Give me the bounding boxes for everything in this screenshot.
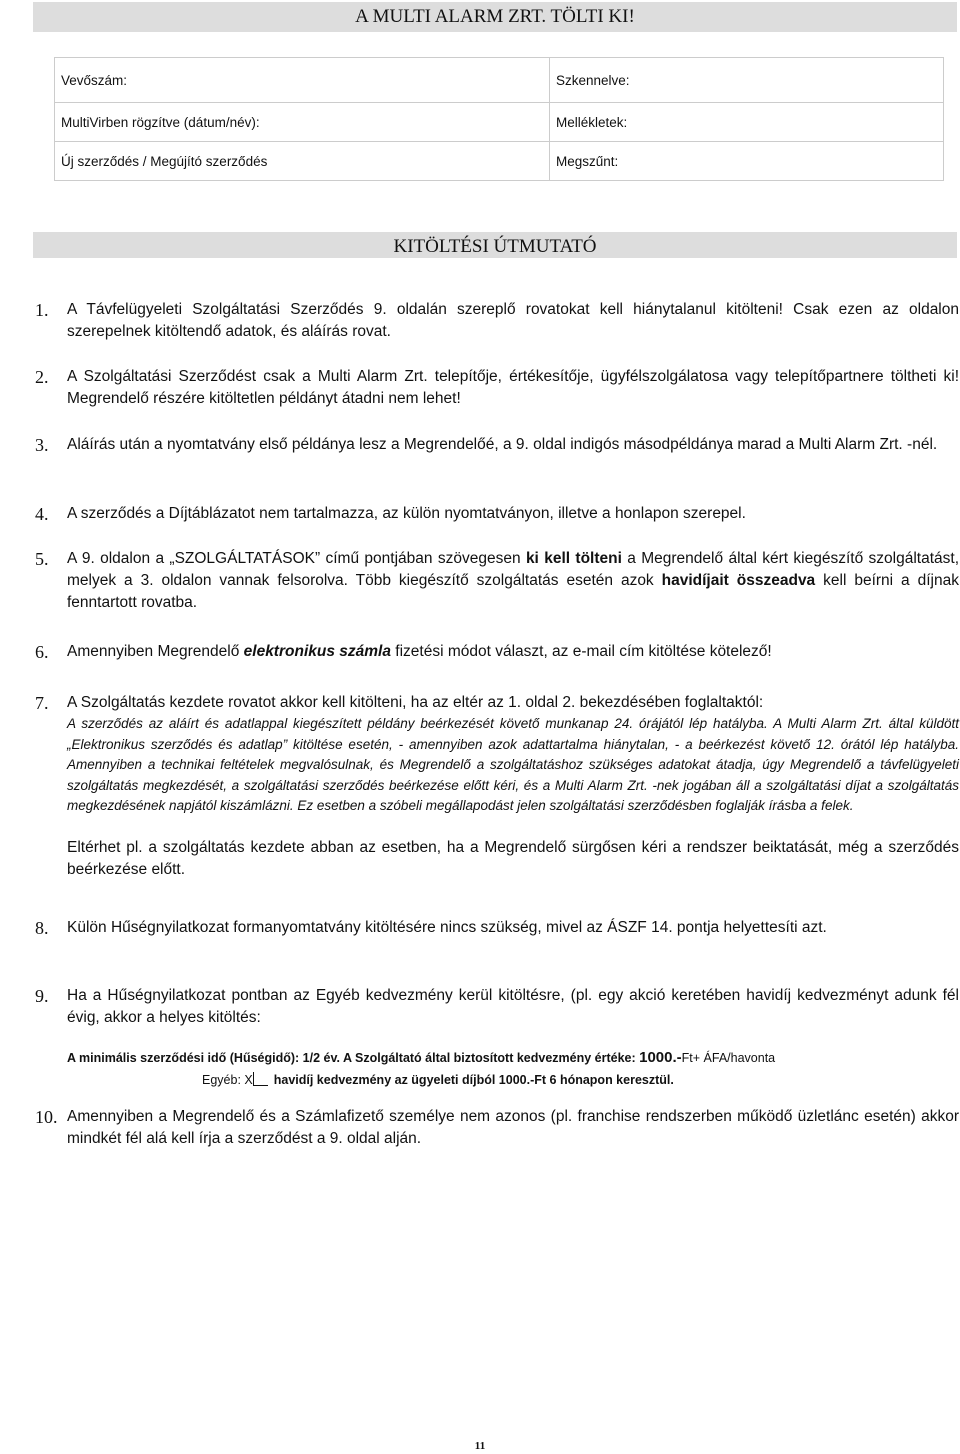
page-number: 11 — [474, 1440, 486, 1452]
instruction-item-9 — [35, 985, 959, 1029]
other-discount-text: havidíj kedvezmény az ügyeleti díjból 1000.-Ft 6 hónapon keresztül. — [273, 1073, 674, 1087]
customer-number-label: Vevőszám: — [55, 58, 550, 103]
minimum-period-line — [67, 1049, 947, 1066]
item-text-emphasis: elektronikus számla — [243, 643, 391, 660]
item-text: A Szolgáltatási Szerződést csak a Multi Alarm Zrt. telepítője, értékesítője, ügyfélszolgálatosa vagy telepítőpartnere töltheti ki! Megrendelő részére kitöltetlen példányt átadni nem lehet! — [67, 368, 959, 407]
item-text: A Szolgáltatás kezdete rovatot akkor kell kitölteni, ha az eltér az 1. oldal 2. bekezdésében foglaltaktól: — [67, 694, 764, 711]
table-row — [55, 142, 944, 181]
item-text: Amennyiben a Megrendelő és a Számlafizető személye nem azonos (pl. franchise rendszerben működő üzletlánc esetén) akkor mindkét fél alá kell írja a szerződést a 9. oldal alján. — [67, 1108, 959, 1147]
discount-unit: Ft+ ÁFA/havonta — [681, 1051, 776, 1065]
instruction-item-5 — [35, 548, 959, 614]
item-text: Aláírás után a nyomtatvány első példánya lesz a Megrendelőé, a 9. oldal indigós másodpéldánya marad a Multi Alarm Zrt. -nél. — [67, 436, 938, 453]
header-title: A MULTI ALARM ZRT. TÖLTI KI! — [355, 6, 635, 27]
item-fine-print: A szerződés az aláírt és adatlappal kiegészített példány beérkezését követő munkanap 24. órájától lép hatályba. A Multi Alarm Zrt. által küldött „Elektronikus szerződés és adatlap” kitöltése esetén, - amennyiben azok adattartalma hiánytalan, - a beérkezést követő 12. órától lép hatályba. Amennyiben a technikai feltételek megvalósulnak, és Megrendelő a szolgáltatáshoz szükséges adatokat átadja, úgy Megrendelő a távfelügyeleti szolgáltatás megkezdését, a szolgáltatási szerződés beérkezése előtt kéri, és a Multi Alarm Zrt. -nek jogában áll a szolgáltatási díjat a szolgáltatás megkezdésének napjától kiszámlázni. Ez esetben a szóbeli megállapodást jelen szolgáltatási szerződésben foglalják írásba a felek. — [67, 716, 959, 813]
item-number: 6. — [35, 642, 49, 662]
instruction-item-10 — [35, 1106, 959, 1150]
item-number: 8. — [35, 918, 49, 938]
item-number: 4. — [35, 504, 49, 524]
multivir-recorded-label: MultiVirben rögzítve (dátum/név): — [55, 103, 550, 142]
item-text: Ha a Hűségnyilatkozat pontban az Egyéb kedvezmény kerül kitöltésre, (pl. egy akció keretében havidíj kedvezményt adunk fél évig, akkor a helyes kitöltés: — [67, 987, 959, 1026]
attachments-label: Mellékletek: — [550, 103, 944, 142]
item-number: 10. — [35, 1107, 58, 1127]
table-row — [55, 58, 944, 103]
item-number: 1. — [35, 300, 49, 320]
minimum-period-text: A minimális szerződési idő (Hűségidő): 1/2 év. A Szolgáltató által biztosított kedvezmény értéke: — [67, 1051, 640, 1065]
instruction-item-8 — [35, 917, 959, 939]
instruction-item-1 — [35, 299, 959, 343]
instruction-item-6 — [35, 641, 959, 663]
item-text-part: kell beírni a díjnak fenntartott rovatba. — [67, 572, 959, 611]
item-number: 3. — [35, 435, 49, 455]
header-bar — [33, 2, 957, 32]
other-label: Egyéb: X — [202, 1073, 253, 1087]
item-text-emphasis: havidíjait összeadva — [661, 572, 816, 589]
scanned-label: Szkennelve: — [550, 58, 944, 103]
item-text: A szerződés a Díjtáblázatot nem tartalmazza, az külön nyomtatványon, illetve a honlapon szerepel. — [67, 505, 746, 522]
instruction-item-3 — [35, 434, 959, 456]
instruction-item-2 — [35, 366, 959, 410]
item-number: 9. — [35, 986, 49, 1006]
discount-value: 1000.- — [639, 1049, 682, 1066]
item-extra-text: Eltérhet pl. a szolgáltatás kezdete abban az esetben, ha a Megrendelő sürgősen kéri a rendszer beiktatását, még a szerződés beérkezése előtt. — [67, 838, 959, 878]
item-number: 2. — [35, 367, 49, 387]
guide-title: KITÖLTÉSI ÚTMUTATÓ — [393, 236, 597, 257]
instruction-item-7 — [35, 692, 959, 881]
item-text — [67, 641, 959, 663]
item-number: 7. — [35, 693, 49, 713]
contract-type-label: Új szerződés / Megújító szerződés — [55, 142, 550, 181]
guide-bar — [33, 232, 957, 258]
item-text-emphasis: ki kell tölteni — [525, 550, 622, 567]
instruction-item-4 — [35, 503, 959, 525]
terminated-label: Megszűnt: — [550, 142, 944, 181]
item-text: A Távfelügyeleti Szolgáltatási Szerződés 9. oldalán szereplő rovatokat kell hiánytalanul kitölteni! Csak ezen az oldalon szerepelnek kitöltendő adatok, és aláírás rovat. — [67, 301, 959, 340]
item-text — [67, 548, 959, 614]
checkbox-icon — [253, 1072, 268, 1086]
item-text-part: Amennyiben Megrendelő — [67, 643, 244, 660]
table-row — [55, 103, 944, 142]
office-use-table — [54, 57, 944, 181]
other-discount-line — [202, 1072, 902, 1087]
item-number: 5. — [35, 549, 49, 569]
item-text-part: A 9. oldalon a „SZOLGÁLTATÁSOK” című pontjában szövegesen — [67, 550, 526, 567]
item-text: Külön Hűségnyilatkozat formanyomtatvány kitöltésére nincs szükség, mivel az ÁSZF 14. pontja helyettesíti azt. — [67, 919, 827, 936]
item-text-part: a Megrendelő által kért kiegészítő szolgáltatást, melyek a 3. oldalon vannak felsorolva. Több kiegészítő szolgáltatás esetén azok — [67, 550, 960, 589]
item-text-part: fizetési módot választ, az e-mail cím kitöltése kötelező! — [390, 643, 772, 660]
